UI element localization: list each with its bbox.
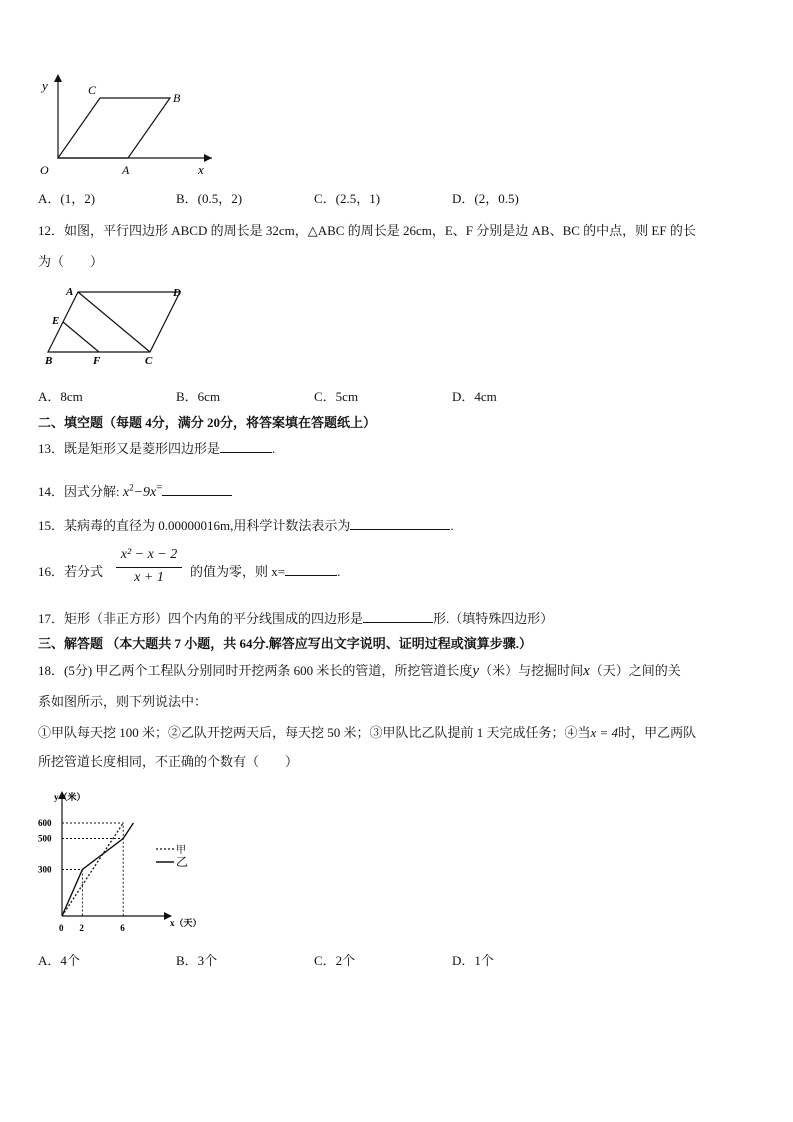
q14-eq: = xyxy=(156,481,163,494)
y-axis-label: y xyxy=(42,78,48,93)
point-d-label: D xyxy=(173,287,181,299)
x-axis-arrow xyxy=(204,154,212,162)
x-tick-label-0: 0 xyxy=(59,923,64,933)
q17-suffix: 形.（填特殊四边形） xyxy=(433,611,554,626)
q16-denominator: x + 1 xyxy=(134,570,164,585)
point-c-label: C xyxy=(145,355,153,367)
q18-line1a: 18．(5分) 甲乙两个工程队分别同时开挖两条 600 米长的管道，所挖管道长度 xyxy=(38,663,473,678)
q13-blank xyxy=(220,440,272,453)
q13-end: . xyxy=(272,441,276,456)
q18-line3a: ①甲队每天挖 100 米；②乙队开挖两天后，每天挖 50 米；③甲队比乙队提前 1 天完成任务；④当 xyxy=(38,725,591,740)
q12-option-c: C．5cm xyxy=(314,389,359,404)
point-f-label: F xyxy=(93,355,101,367)
q15-text: 15．某病毒的直径为 0.00000016m,用科学计数法表示为 xyxy=(38,518,351,533)
parallelogram-oabc xyxy=(58,98,170,158)
q16-numerator: x² − x − 2 xyxy=(120,547,178,562)
q16-blank xyxy=(285,563,337,576)
q18-line3 xyxy=(38,722,696,741)
q13-text: 13．既是矩形又是菱形四边形是 xyxy=(38,441,221,456)
q16-suffix-line xyxy=(190,561,340,580)
point-c-label: C xyxy=(88,83,97,97)
q11-option-d: D．(2，0.5) xyxy=(452,191,519,206)
legend-jia-label: 甲 xyxy=(176,845,186,856)
q14-expression xyxy=(122,482,157,500)
q13 xyxy=(38,438,275,457)
q14-blank xyxy=(162,483,232,496)
q18-line1 xyxy=(38,660,681,680)
q18-option-a: A．4个 xyxy=(38,953,80,968)
q14 xyxy=(38,481,232,501)
q12-option-d: D．4cm xyxy=(452,389,497,404)
q11-option-b: B．(0.5，2) xyxy=(176,191,243,206)
point-a-label: A xyxy=(122,163,130,177)
q12-option-a: A．8cm xyxy=(38,389,83,404)
series-line-yi xyxy=(62,823,133,916)
q18-line1c: （天）之间的关 xyxy=(589,663,681,678)
y-axis-arrow xyxy=(54,74,62,82)
q18-option-b: B．3个 xyxy=(176,953,218,968)
section-3-heading: 三、解答题 （本大题共 7 小题，共 64分.解答应写出文字说明、证明过程或演算步骤.） xyxy=(38,636,533,651)
q18-var-x: x xyxy=(583,663,590,679)
q18-option-d: D．1个 xyxy=(452,953,494,968)
q18-chart xyxy=(36,786,208,936)
q16-prefix: 16．若分式 xyxy=(38,564,104,579)
q17 xyxy=(38,608,553,627)
x-axis-label: x（天） xyxy=(170,918,202,928)
q11-figure xyxy=(36,72,218,182)
x-tick-label-2: 2 xyxy=(79,923,84,933)
q15 xyxy=(38,515,454,534)
q18-line1b: （米）与挖掘时间 xyxy=(479,663,584,678)
y-axis-label: y（米） xyxy=(54,792,86,802)
point-b-label: B xyxy=(173,91,181,105)
q15-blank xyxy=(350,517,450,530)
y-tick-label-300: 300 xyxy=(38,864,52,875)
y-tick-label-600: 600 xyxy=(38,818,52,828)
q16-fraction xyxy=(114,547,184,591)
q16-suffix: 的值为零，则 x= xyxy=(190,564,286,579)
point-e-label: E xyxy=(52,315,60,327)
q18-line3c: 时，甲乙两队 xyxy=(618,725,697,740)
q18-line3b: x = 4 xyxy=(590,725,619,740)
x-axis-label: x xyxy=(198,162,204,177)
q14-prefix: 14．因式分解: xyxy=(38,484,120,499)
point-b-label: B xyxy=(45,355,53,367)
section-2-heading: 二、填空题（每题 4分，满分 20分，将答案填在答题纸上） xyxy=(38,415,377,430)
q11-option-c: C．(2.5，1) xyxy=(314,191,381,206)
q14-expr-exp: 2 xyxy=(129,482,134,493)
q12-option-b: B．6cm xyxy=(176,389,221,404)
q12-figure xyxy=(40,284,192,370)
q17-text: 17．矩形（非正方形）四个内角的平分线围成的四边形是 xyxy=(38,611,364,626)
q12-stem-line1: 12．如图，平行四边形 ABCD 的周长是 32cm，△ABC 的周长是 26cm，E、F 分别是边 AB、BC 的中点，则 EF 的长 xyxy=(38,223,696,238)
x-tick-label-6: 6 xyxy=(120,923,125,933)
q16-end: . xyxy=(337,564,341,579)
legend-yi-label: 乙 xyxy=(176,855,189,869)
q18-option-c: C．2个 xyxy=(314,953,356,968)
q18-line4: 所挖管道长度相同，不正确的个数有（ ） xyxy=(38,754,299,769)
q15-end: . xyxy=(450,518,454,533)
q12-stem-line2: 为（ ） xyxy=(38,254,104,269)
y-tick-label-500: 500 xyxy=(38,833,52,844)
q18-line2: 系如图所示，则下列说法中： xyxy=(38,694,208,709)
segment-ef xyxy=(63,322,99,352)
q16-fraction-bar xyxy=(116,567,182,568)
q11-option-a: A．(1，2) xyxy=(38,191,96,206)
point-a-label: A xyxy=(66,286,74,298)
q14-expr-x: x xyxy=(122,485,130,500)
point-o-label: O xyxy=(40,163,49,177)
q17-blank xyxy=(363,610,433,623)
q18-var-y: y xyxy=(472,663,480,679)
q14-expr-rest: −9x xyxy=(133,485,157,500)
